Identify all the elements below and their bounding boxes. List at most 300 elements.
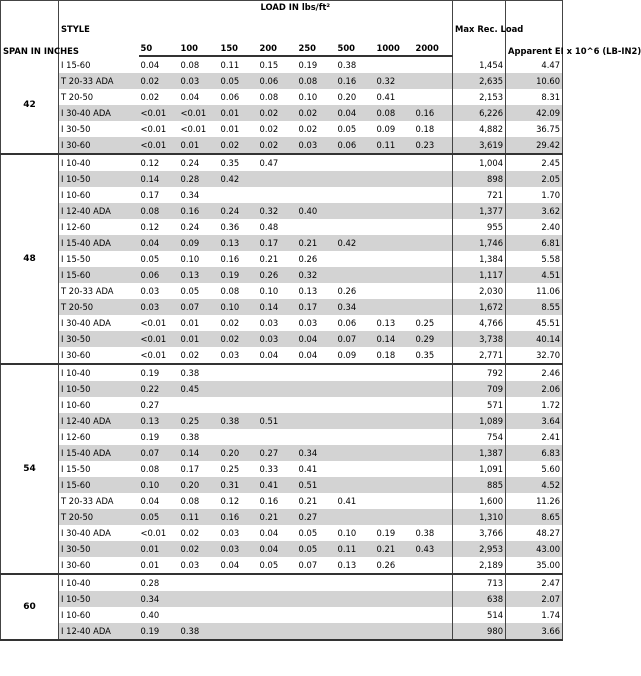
load-value-cell — [258, 397, 297, 413]
load-value-cell: 0.38 — [179, 623, 219, 640]
max-load-cell: 4,882 — [453, 121, 506, 137]
table-row — [1, 315, 563, 331]
table-row — [1, 413, 563, 429]
load-column-header: 50 — [139, 13, 179, 56]
load-value-cell — [336, 429, 375, 445]
max-load-cell: 754 — [453, 429, 506, 445]
table-row — [1, 541, 563, 557]
load-value-cell — [414, 251, 453, 267]
load-value-cell: 0.26 — [337, 286, 357, 296]
load-value-cell — [375, 154, 414, 171]
load-value-cell: 0.08 — [375, 105, 414, 121]
table-row — [1, 187, 563, 203]
load-value-cell: 0.20 — [179, 477, 219, 493]
table-row — [1, 623, 563, 640]
load-value-cell: 0.03 — [139, 299, 179, 315]
load-value-cell — [297, 607, 336, 623]
load-value-cell: 0.08 — [180, 60, 200, 70]
load-value-cell — [336, 203, 375, 219]
load-column-header: 200 — [258, 13, 297, 56]
load-value-cell — [336, 171, 375, 187]
table-row — [1, 137, 563, 154]
load-value-cell — [258, 364, 297, 381]
load-value-cell: 0.01 — [179, 137, 219, 154]
load-value-cell: 0.06 — [258, 73, 297, 89]
max-load-cell: 6,226 — [453, 105, 506, 121]
load-value-cell — [297, 623, 336, 640]
load-value-cell — [258, 429, 297, 445]
load-value-cell: 0.04 — [139, 235, 179, 251]
load-value-cell — [414, 171, 453, 187]
load-value-cell: 0.06 — [337, 318, 357, 328]
load-value-cell: 0.32 — [297, 267, 336, 283]
ei-cell: 3.62 — [506, 203, 563, 219]
style-cell: I 30-60 — [59, 557, 139, 574]
load-value-cell — [297, 364, 336, 381]
load-value-cell: 0.21 — [258, 509, 297, 525]
load-value-cell — [219, 429, 258, 445]
load-value-cell: 0.03 — [179, 73, 219, 89]
load-value-cell: 0.41 — [298, 464, 318, 474]
max-load-cell: 792 — [453, 364, 506, 381]
load-value-cell — [258, 187, 297, 203]
max-load-cell: 898 — [453, 171, 506, 187]
load-value-cell — [375, 235, 414, 251]
load-value-cell: 0.31 — [219, 477, 258, 493]
load-value-cell — [336, 154, 375, 171]
style-cell: I 15-40 ADA — [59, 235, 139, 251]
load-value-cell: <0.01 — [139, 137, 179, 154]
load-value-cell: 0.13 — [139, 413, 179, 429]
load-value-cell: 0.16 — [336, 73, 375, 89]
span-cell: 42 — [1, 56, 59, 154]
table-row — [1, 525, 563, 541]
ei-cell: 8.55 — [506, 299, 563, 315]
load-value-cell — [375, 381, 414, 397]
load-value-cell — [414, 187, 453, 203]
load-value-cell: 0.18 — [375, 347, 414, 364]
style-header: STYLE — [61, 23, 90, 34]
ei-cell: 2.47 — [506, 574, 563, 591]
ei-cell: 45.51 — [506, 315, 563, 331]
max-load-cell: 1,384 — [453, 251, 506, 267]
style-cell: I 10-40 — [61, 578, 91, 588]
load-value-cell: 0.34 — [297, 445, 336, 461]
load-value-cell: 0.10 — [337, 528, 357, 538]
style-cell: I 30-40 ADA — [59, 105, 139, 121]
load-value-cell — [336, 461, 375, 477]
ei-cell: 36.75 — [506, 121, 563, 137]
load-value-cell: 0.14 — [179, 445, 219, 461]
max-load-cell: 3,738 — [453, 331, 506, 347]
load-value-cell: 0.48 — [259, 222, 279, 232]
load-value-cell — [219, 364, 258, 381]
span-cell: 48 — [1, 154, 59, 364]
load-value-cell: 0.04 — [258, 347, 297, 364]
table-row — [1, 89, 563, 105]
load-value-cell — [414, 56, 453, 73]
load-value-cell: 0.04 — [180, 92, 200, 102]
load-column-header: 100 — [179, 13, 219, 56]
max-load-cell: 1,672 — [453, 299, 506, 315]
load-value-cell: 0.02 — [219, 137, 258, 154]
load-value-cell: 0.33 — [259, 464, 279, 474]
load-value-cell: 0.03 — [179, 557, 219, 574]
load-value-cell — [297, 154, 336, 171]
load-value-cell — [336, 267, 375, 283]
load-column-header: 250 — [297, 13, 336, 56]
ei-cell: 6.81 — [506, 235, 563, 251]
load-value-cell: 0.05 — [258, 557, 297, 574]
load-value-cell — [179, 607, 219, 623]
ei-cell: 40.14 — [506, 331, 563, 347]
style-cell: I 10-60 — [61, 190, 91, 200]
max-load-cell: 1,004 — [453, 154, 506, 171]
style-cell: I 15-60 — [59, 477, 139, 493]
table-row — [1, 557, 563, 574]
ei-cell: 29.42 — [506, 137, 563, 154]
load-value-cell: 0.04 — [297, 331, 336, 347]
load-value-cell: 0.13 — [219, 235, 258, 251]
ei-cell: 3.64 — [506, 413, 563, 429]
load-value-cell: 0.03 — [297, 137, 336, 154]
load-value-cell: <0.01 — [140, 528, 167, 538]
load-value-cell — [179, 591, 219, 607]
load-value-cell — [375, 574, 414, 591]
ei-cell: 8.31 — [506, 89, 563, 105]
load-value-cell: 0.07 — [179, 299, 219, 315]
load-value-cell — [414, 203, 453, 219]
load-value-cell: 0.47 — [259, 158, 279, 168]
load-value-cell — [336, 397, 375, 413]
load-value-cell — [297, 574, 336, 591]
load-value-cell: 0.04 — [336, 105, 375, 121]
load-value-cell — [414, 445, 453, 461]
style-cell: I 10-50 — [59, 591, 139, 607]
load-value-cell: 0.02 — [259, 124, 279, 134]
ei-cell: 1.70 — [506, 187, 563, 203]
load-value-cell: 0.01 — [219, 105, 258, 121]
style-cell: I 15-60 — [61, 59, 91, 70]
load-value-cell: 0.51 — [297, 477, 336, 493]
load-value-cell — [414, 493, 453, 509]
max-load-cell: 1,089 — [453, 413, 506, 429]
span-cell: 54 — [1, 364, 59, 574]
load-value-cell: 0.08 — [139, 203, 179, 219]
load-value-cell: 0.51 — [258, 413, 297, 429]
load-value-cell: 0.35 — [220, 158, 240, 168]
load-value-cell: 0.27 — [140, 400, 160, 410]
style-cell: I 30-40 ADA — [61, 528, 111, 538]
load-value-cell: 0.25 — [220, 464, 240, 474]
load-value-cell — [414, 509, 453, 525]
ei-cell: 2.07 — [506, 591, 563, 607]
style-cell: I 12-40 ADA — [59, 623, 139, 640]
table-row — [1, 429, 563, 445]
max-load-cell: 3,766 — [453, 525, 506, 541]
table-row — [1, 574, 563, 591]
load-value-cell: 0.18 — [415, 124, 435, 134]
load-value-cell — [414, 591, 453, 607]
load-value-cell: 0.27 — [297, 509, 336, 525]
max-load-cell: 721 — [453, 187, 506, 203]
load-value-cell: 0.11 — [336, 541, 375, 557]
table-row — [1, 364, 563, 381]
load-value-cell — [375, 283, 414, 299]
load-value-cell — [258, 607, 297, 623]
max-load-cell: 1,454 — [453, 56, 506, 73]
max-load-cell: 638 — [453, 591, 506, 607]
table-body — [1, 56, 563, 640]
load-value-cell: 0.26 — [375, 557, 414, 574]
ei-cell: 3.66 — [506, 623, 563, 640]
load-value-cell: 0.02 — [258, 105, 297, 121]
load-value-cell: 0.27 — [258, 445, 297, 461]
load-value-cell — [336, 187, 375, 203]
load-value-cell — [375, 607, 414, 623]
load-value-cell: 0.29 — [414, 331, 453, 347]
load-value-cell: 0.10 — [180, 254, 200, 264]
load-value-cell — [375, 56, 414, 73]
style-cell: I 12-40 ADA — [59, 413, 139, 429]
load-value-cell: 0.21 — [259, 254, 279, 264]
load-value-cell: 0.05 — [180, 286, 200, 296]
style-cell: I 10-50 — [59, 381, 139, 397]
load-value-cell: 0.25 — [415, 318, 435, 328]
load-value-cell: 0.05 — [298, 528, 318, 538]
max-load-cell: 2,953 — [453, 541, 506, 557]
load-value-cell: 0.22 — [139, 381, 179, 397]
style-cell: I 12-60 — [61, 432, 91, 442]
load-value-cell — [179, 397, 219, 413]
load-value-cell: 0.04 — [297, 347, 336, 364]
load-value-cell: 0.13 — [336, 557, 375, 574]
load-value-cell: 0.01 — [220, 124, 240, 134]
table-row — [1, 299, 563, 315]
style-cell: I 30-50 — [59, 541, 139, 557]
load-value-cell: 0.06 — [336, 137, 375, 154]
load-value-cell — [375, 623, 414, 640]
load-value-cell — [258, 171, 297, 187]
max-load-cell: 713 — [453, 574, 506, 591]
style-cell: I 10-40 — [61, 368, 91, 378]
table-row — [1, 591, 563, 607]
load-value-cell — [414, 477, 453, 493]
load-value-cell: 0.03 — [219, 347, 258, 364]
load-value-cell: 0.11 — [375, 137, 414, 154]
load-value-cell: 0.02 — [179, 541, 219, 557]
ei-cell: 10.60 — [506, 73, 563, 89]
load-value-cell — [375, 461, 414, 477]
table-row — [1, 235, 563, 251]
load-value-cell: 0.15 — [259, 60, 279, 70]
load-value-cell — [258, 591, 297, 607]
load-value-cell: 0.03 — [298, 318, 318, 328]
load-value-cell: 0.13 — [179, 267, 219, 283]
load-value-cell: 0.34 — [139, 591, 179, 607]
style-cell: I 10-60 — [61, 610, 91, 620]
load-value-cell: 0.02 — [220, 318, 240, 328]
load-value-cell: 0.34 — [336, 299, 375, 315]
load-value-cell — [336, 251, 375, 267]
load-value-cell — [297, 219, 336, 235]
load-value-cell — [414, 574, 453, 591]
load-value-cell: 0.17 — [140, 190, 160, 200]
load-value-cell — [336, 607, 375, 623]
load-value-cell: 0.32 — [375, 73, 414, 89]
style-cell: T 20-50 — [59, 509, 139, 525]
max-load-cell: 885 — [453, 477, 506, 493]
load-value-cell: 0.41 — [376, 92, 396, 102]
ei-cell: 4.51 — [506, 267, 563, 283]
load-value-cell: 0.02 — [297, 105, 336, 121]
load-column-header: 500 — [336, 13, 375, 56]
load-value-cell — [179, 574, 219, 591]
ei-cell: 8.65 — [506, 509, 563, 525]
load-value-cell — [336, 623, 375, 640]
load-value-cell — [414, 364, 453, 381]
style-cell: T 20-33 ADA — [61, 496, 114, 506]
load-value-cell: 0.04 — [258, 541, 297, 557]
load-value-cell — [375, 299, 414, 315]
max-load-header: Max Rec. Load — [453, 1, 506, 57]
load-value-cell — [414, 283, 453, 299]
style-cell: I 30-60 — [59, 347, 139, 364]
load-value-cell: 0.10 — [259, 286, 279, 296]
ei-cell: 2.46 — [506, 364, 563, 381]
load-value-cell: 0.41 — [258, 477, 297, 493]
table-row — [1, 331, 563, 347]
load-value-cell: 0.16 — [219, 509, 258, 525]
max-load-cell: 4,766 — [453, 315, 506, 331]
load-value-cell: 0.02 — [180, 528, 200, 538]
load-value-cell: 0.04 — [140, 496, 160, 506]
ei-cell: 32.70 — [506, 347, 563, 364]
style-cell: T 20-50 — [59, 299, 139, 315]
max-load-cell: 1,600 — [453, 493, 506, 509]
load-value-cell: 0.03 — [259, 318, 279, 328]
load-value-cell: <0.01 — [139, 105, 179, 121]
table-row — [1, 397, 563, 413]
style-cell: T 20-33 ADA — [61, 286, 114, 296]
load-value-cell: 0.02 — [298, 124, 318, 134]
load-value-cell: 0.14 — [139, 171, 179, 187]
table-row — [1, 219, 563, 235]
ei-cell: 2.45 — [506, 154, 563, 171]
load-value-cell — [297, 171, 336, 187]
load-value-cell — [297, 397, 336, 413]
ei-cell: 43.00 — [506, 541, 563, 557]
ei-cell: 35.00 — [506, 557, 563, 574]
table-row — [1, 509, 563, 525]
table-row — [1, 477, 563, 493]
load-value-cell — [375, 187, 414, 203]
load-value-cell — [375, 364, 414, 381]
table-header — [1, 1, 641, 57]
load-value-cell: 0.09 — [179, 235, 219, 251]
ei-cell: 11.06 — [506, 283, 563, 299]
load-value-cell: 0.05 — [219, 73, 258, 89]
ei-cell: 4.52 — [506, 477, 563, 493]
load-value-cell — [414, 413, 453, 429]
load-value-cell: 0.21 — [375, 541, 414, 557]
load-value-cell — [375, 203, 414, 219]
load-column-header: 150 — [219, 13, 258, 56]
table-row — [1, 171, 563, 187]
load-value-cell — [219, 187, 258, 203]
ei-cell: 11.26 — [506, 493, 563, 509]
load-value-cell: 0.05 — [140, 254, 160, 264]
load-value-cell: 0.16 — [414, 105, 453, 121]
load-value-cell — [297, 413, 336, 429]
load-value-cell: 0.19 — [219, 267, 258, 283]
max-load-cell: 980 — [453, 623, 506, 640]
ei-cell: 6.83 — [506, 445, 563, 461]
max-load-cell: 1,310 — [453, 509, 506, 525]
load-value-cell — [258, 381, 297, 397]
table-row — [1, 203, 563, 219]
load-value-cell: 0.05 — [297, 541, 336, 557]
load-value-cell — [258, 623, 297, 640]
load-value-cell: 0.38 — [219, 413, 258, 429]
load-value-cell — [414, 89, 453, 105]
load-value-cell: 0.32 — [258, 203, 297, 219]
ei-cell: 2.40 — [506, 219, 563, 235]
load-value-cell: 0.10 — [139, 477, 179, 493]
load-value-cell: 0.35 — [414, 347, 453, 364]
load-value-cell: 0.02 — [219, 331, 258, 347]
load-value-cell: 0.42 — [219, 171, 258, 187]
max-load-cell: 2,030 — [453, 283, 506, 299]
max-load-cell: 1,091 — [453, 461, 506, 477]
style-cell: I 12-40 ADA — [59, 203, 139, 219]
load-value-cell: 0.17 — [297, 299, 336, 315]
style-cell: I 30-60 — [59, 137, 139, 154]
load-value-cell: 0.09 — [336, 347, 375, 364]
load-value-cell: 0.19 — [139, 623, 179, 640]
load-value-cell: 0.38 — [337, 60, 357, 70]
load-value-cell — [336, 445, 375, 461]
load-value-cell: 0.19 — [298, 60, 318, 70]
load-value-cell: 0.04 — [140, 60, 160, 70]
load-value-cell: 0.16 — [179, 203, 219, 219]
load-value-cell: 0.42 — [336, 235, 375, 251]
load-value-cell: 0.03 — [220, 528, 240, 538]
load-value-cell: 0.12 — [140, 222, 160, 232]
table-row — [1, 73, 563, 89]
load-value-cell: 0.43 — [414, 541, 453, 557]
load-value-cell: 0.01 — [180, 318, 200, 328]
load-value-cell — [336, 413, 375, 429]
style-cell: I 12-60 — [61, 222, 91, 232]
load-value-cell: <0.01 — [180, 124, 207, 134]
load-value-cell: 0.45 — [179, 381, 219, 397]
load-value-cell: 0.08 — [180, 496, 200, 506]
load-value-cell — [336, 574, 375, 591]
load-value-cell: 0.01 — [179, 331, 219, 347]
load-value-cell: 0.05 — [337, 124, 357, 134]
load-value-cell — [414, 557, 453, 574]
style-cell: I 15-40 ADA — [59, 445, 139, 461]
style-cell: T 20-50 — [61, 92, 94, 102]
load-value-cell: <0.01 — [139, 331, 179, 347]
load-column-header: 1000 — [375, 13, 414, 56]
load-value-cell — [375, 251, 414, 267]
style-cell: I 10-50 — [59, 171, 139, 187]
load-value-cell: 0.03 — [219, 541, 258, 557]
ei-cell: 42.09 — [506, 105, 563, 121]
ei-cell: 5.58 — [506, 251, 563, 267]
